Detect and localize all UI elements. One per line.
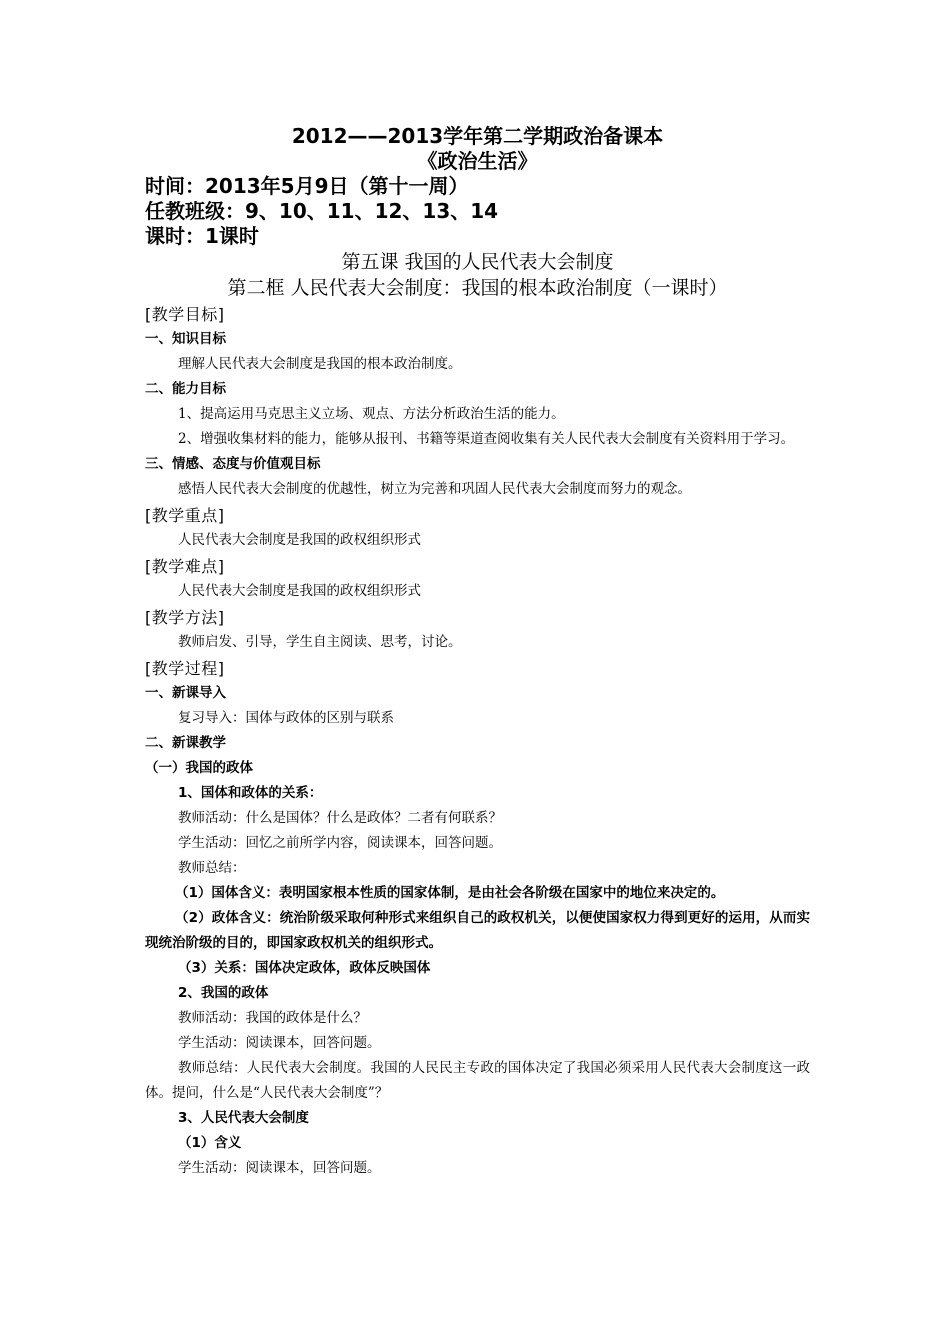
emotion-text: 感悟人民代表大会制度的优越性，树立为完善和巩固人民代表大会制度而努力的观念。	[178, 481, 691, 497]
goals-heading: [教学目标]	[145, 305, 225, 324]
doc-subtitle: 《政治生活》	[417, 149, 538, 173]
lesson-title: 第五课 我国的人民代表大会制度	[341, 251, 614, 273]
difficulties-heading: [教学难点]	[145, 557, 225, 576]
item2-student: 学生活动：阅读课本，回答问题。	[178, 1035, 381, 1051]
key-points-heading: [教学重点]	[145, 506, 225, 525]
item1-point-3: （3）关系：国体决定政体，政体反映国体	[178, 960, 431, 976]
doc-hours: 课时：1课时	[145, 224, 259, 248]
key-points-text: 人民代表大会制度是我国的政权组织形式	[178, 532, 421, 548]
knowledge-heading: 一、知识目标	[145, 331, 226, 347]
doc-classes: 任教班级：9、10、11、12、13、14	[145, 199, 499, 223]
item1-point-1: （1）国体含义：表明国家根本性质的国家体制，是由社会各阶级在国家中的地位来决定的。	[175, 885, 725, 901]
doc-time: 时间：2013年5月9日（第十一周）	[145, 174, 469, 198]
ability-item-1: 1、提高运用马克思主义立场、观点、方法分析政治生活的能力。	[178, 406, 565, 422]
methods-text: 教师启发、引导，学生自主阅读、思考，讨论。	[178, 634, 462, 650]
item1-heading: 1、国体和政体的关系：	[178, 785, 323, 801]
ability-heading: 二、能力目标	[145, 381, 226, 397]
item1-teacher: 教师活动：什么是国体？什么是政体？二者有何联系？	[178, 810, 502, 826]
ability-item-2: 2、增强收集材料的能力，能够从报刊、书籍等渠道查阅收集有关人民代表大会制度有关资料用于学习。	[178, 431, 795, 447]
emotion-heading: 三、情感、态度与价值观目标	[145, 456, 321, 472]
doc-title: 2012——2013学年第二学期政治备课本	[291, 124, 664, 148]
part1-heading: （一）我国的政体	[145, 760, 253, 776]
item3-heading: 3、人民代表大会制度	[178, 1110, 309, 1126]
item3-student: 学生活动：阅读课本，回答问题。	[178, 1160, 381, 1176]
item2-heading: 2、我国的政体	[178, 985, 269, 1001]
item1-summary: 教师总结：	[178, 860, 246, 876]
item1-point-2: （2）政体含义：统治阶级采取何种形式来组织自己的政权机关，以便使国家权力得到更好的运用，从而实现统治阶级的目的，即国家政权机关的组织形式。	[145, 910, 810, 951]
knowledge-text: 理解人民代表大会制度是我国的根本政治制度。	[178, 356, 462, 372]
document-page	[145, 124, 810, 1181]
item2-summary: 教师总结：人民代表大会制度。我国的人民民主专政的国体决定了我国必须采用人民代表大会制度这一政体。提问，什么是“人民代表大会制度”？	[145, 1060, 810, 1101]
intro-heading: 一、新课导入	[145, 685, 226, 701]
new-lesson-heading: 二、新课教学	[145, 735, 226, 751]
item1-student: 学生活动：回忆之前所学内容，阅读课本，回答问题。	[178, 835, 502, 851]
methods-heading: [教学方法]	[145, 608, 225, 627]
process-heading: [教学过程]	[145, 659, 225, 678]
item3-sub: （1）含义	[178, 1135, 242, 1151]
difficulties-text: 人民代表大会制度是我国的政权组织形式	[178, 583, 421, 599]
intro-text: 复习导入：国体与政体的区别与联系	[178, 710, 394, 726]
item2-teacher: 教师活动：我国的政体是什么？	[178, 1010, 367, 1026]
lesson-subtitle: 第二框 人民代表大会制度：我国的根本政治制度（一课时）	[227, 277, 728, 299]
